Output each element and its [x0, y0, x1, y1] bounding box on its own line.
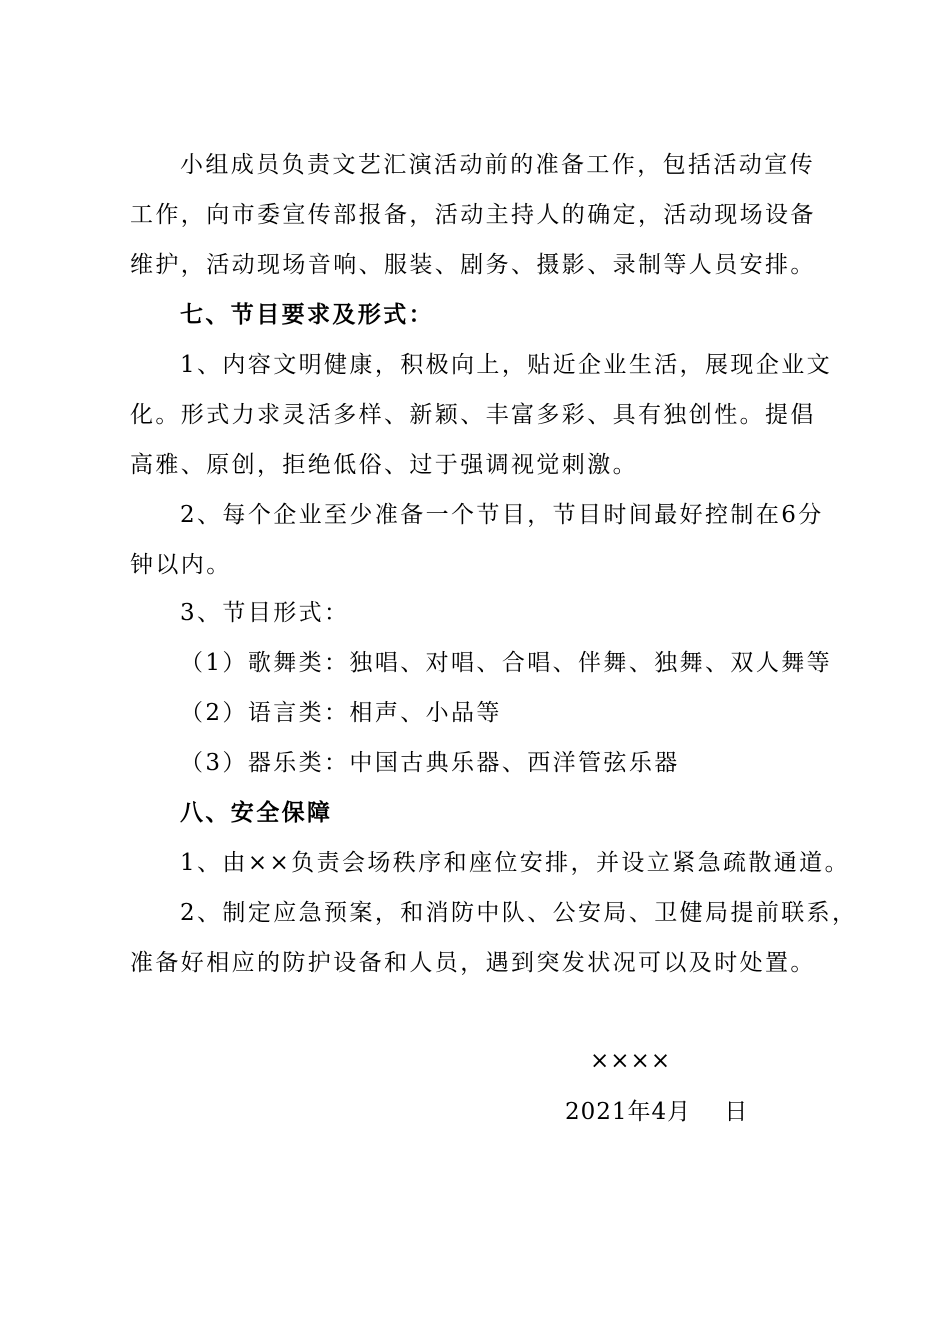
paragraph-line: 工作，向市委宣传部报备，活动主持人的确定，活动现场设备	[130, 202, 816, 228]
paragraph-line: 1、由××负责会场秩序和座位安排，并设立紧急疏散通道。	[180, 850, 850, 876]
section-heading: 八、安全保障	[180, 799, 333, 826]
paragraph-line: 3、节目形式：	[180, 600, 350, 626]
paragraph-line: 高雅、原创，拒绝低俗、过于强调视觉刺激。	[130, 452, 638, 478]
list-item: （1）歌舞类：独唱、对唱、合唱、伴舞、独舞、双人舞等	[180, 650, 833, 676]
paragraph-line: 化。形式力求灵活多样、新颖、丰富多彩、具有独创性。提倡	[130, 402, 816, 428]
paragraph-line: 钟以内。	[130, 552, 232, 578]
signature: ××××	[590, 1048, 672, 1074]
paragraph-line: 1、内容文明健康，积极向上，贴近企业生活，展现企业文	[180, 352, 833, 378]
list-item: （3）器乐类：中国古典乐器、西洋管弦乐器	[180, 750, 680, 776]
paragraph-line: 准备好相应的防护设备和人员，遇到突发状况可以及时处置。	[130, 950, 816, 976]
paragraph-line: 小组成员负责文艺汇演活动前的准备工作，包括活动宣传	[180, 152, 815, 178]
paragraph-line: 2、每个企业至少准备一个节目，节目时间最好控制在6分	[180, 502, 824, 528]
section-heading: 七、节目要求及形式：	[180, 301, 434, 328]
date: 2021年4月 日	[565, 1099, 749, 1125]
paragraph-line: 2、制定应急预案，和消防中队、公安局、卫健局提前联系，	[180, 900, 858, 926]
list-item: （2）语言类：相声、小品等	[180, 700, 502, 726]
paragraph-line: 维护，活动现场音响、服装、剧务、摄影、录制等人员安排。	[130, 252, 816, 278]
